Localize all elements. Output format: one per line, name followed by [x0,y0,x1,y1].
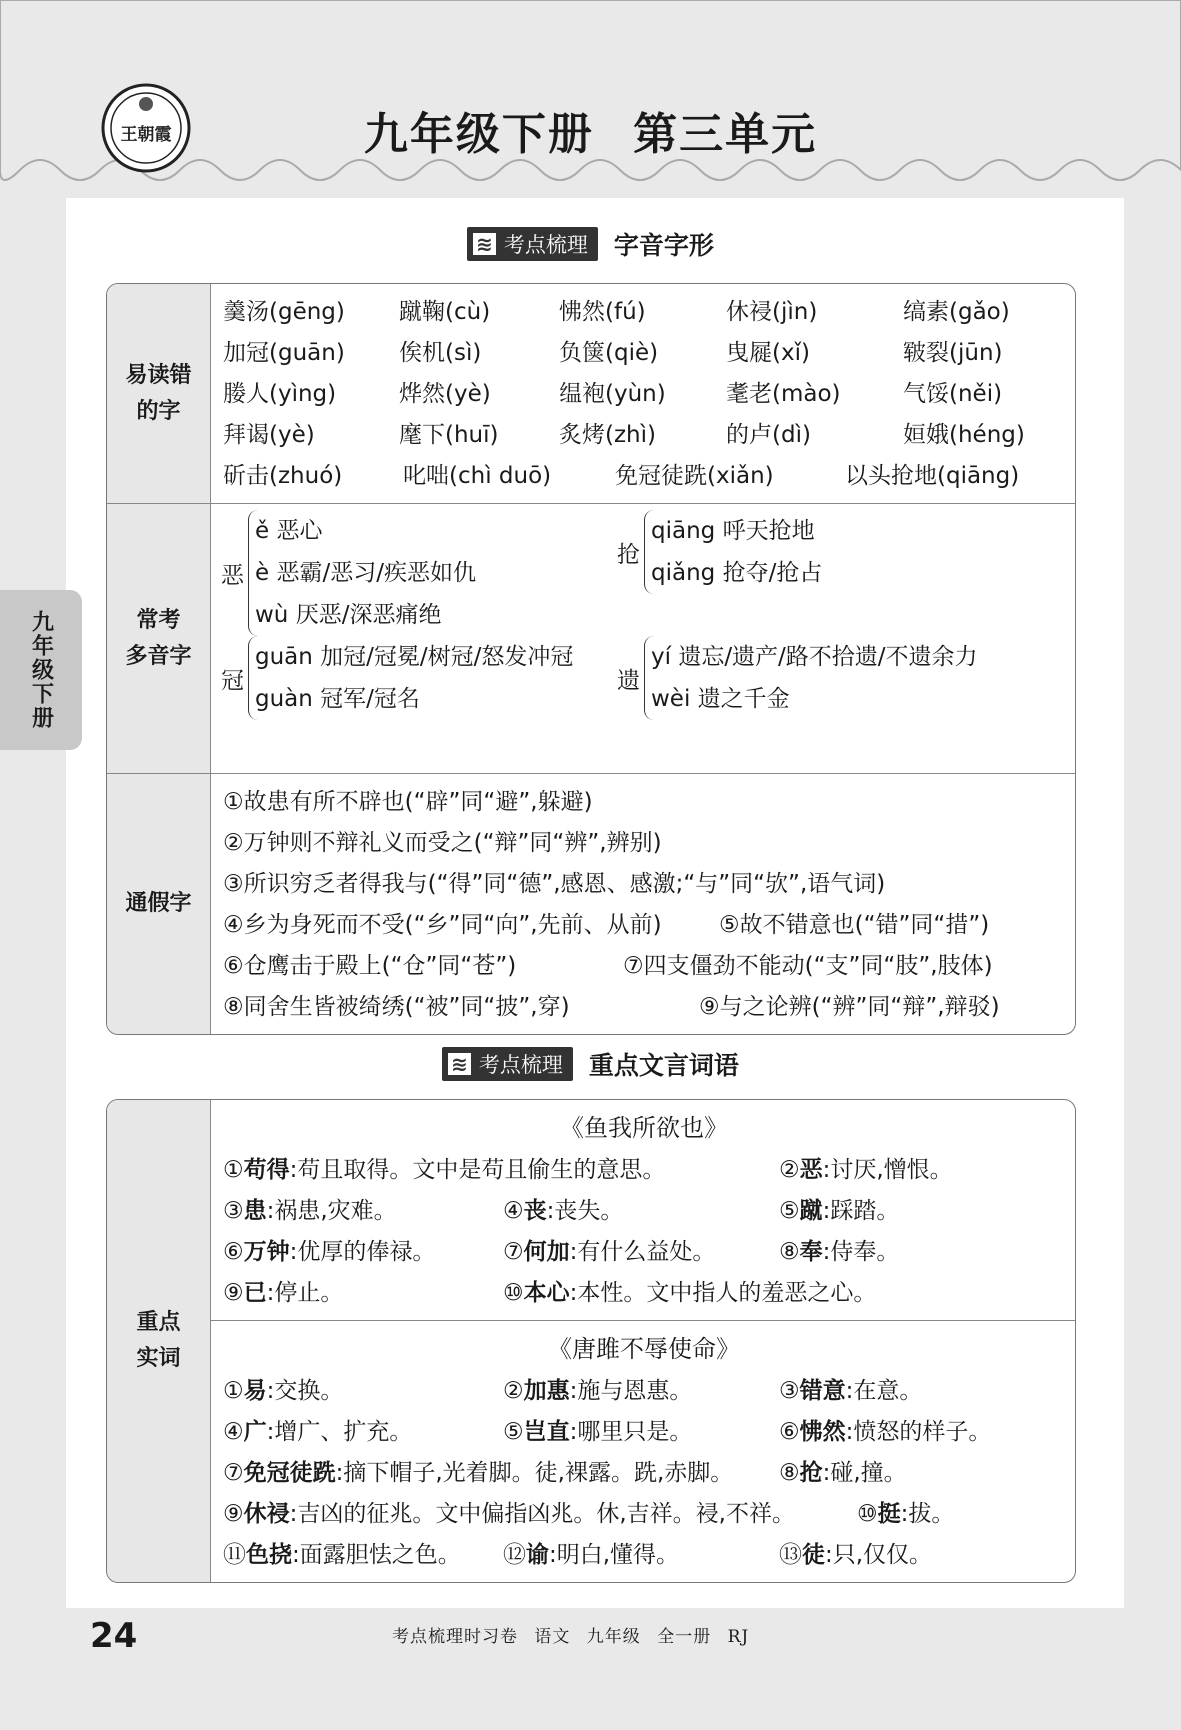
entry-definition: :祸患,灾难。 [266,1198,397,1224]
vocab-entry [857,1494,954,1535]
entry-word: 色挠 [246,1542,292,1568]
entry-number: ⑨ [223,1501,244,1527]
tongjia-item: ⑧同舍生皆被绮绣(“被”同“披”,穿) [223,994,570,1020]
reading: yí 遗忘/遗产/路不拾遗/不遗余力 [651,644,978,670]
entry-definition: :侍奉。 [822,1239,900,1265]
vocab-entry [779,1371,922,1412]
entry-definition: :苟且取得。文中是苟且偷生的意思。 [289,1157,666,1183]
vocab-entry [779,1535,932,1576]
entry-definition: :吉凶的征兆。文中偏指凶兆。休,吉祥。祲,不祥。 [289,1501,795,1527]
entry-definition: :讨厌,憎恨。 [822,1157,953,1183]
entry-definition: :在意。 [845,1378,923,1404]
tongjia-row [107,773,1075,1034]
word-item: 免冠徒跣(xiǎn) [615,463,774,489]
entry-number: ⑧ [779,1460,800,1486]
text-block [211,1320,1075,1582]
waves-icon: ≋ [448,1053,471,1075]
vocab-entry [779,1232,899,1273]
list-item [223,1535,1065,1576]
word-item: 烨然(yè) [399,381,491,407]
list-item [223,905,1065,946]
vocab-entry [503,1371,692,1412]
row-label: 易读错 的字 [107,284,211,503]
vocab-entry [779,1150,953,1191]
word-item: 缊袍(yùn) [559,381,666,407]
vocab-entry [223,1191,397,1232]
vocab-entry [223,1494,795,1535]
word-item: 曳屣(xǐ) [726,340,810,366]
page-number: 24 [90,1616,138,1656]
entry-definition: :停止。 [266,1280,344,1306]
readings [248,636,573,720]
entry-number: ⑧ [779,1239,800,1265]
entry-word: 奉 [799,1239,823,1265]
row-label: 重点 实词 [107,1100,211,1582]
word-item: 姮娥(héng) [903,422,1025,448]
entry-number: ⑬ [779,1542,802,1568]
entry-definition: :优厚的俸禄。 [289,1239,436,1265]
polyphone-char: 遗 [617,667,640,694]
entry-word: 错意 [799,1378,846,1404]
entry-word: 岂直 [523,1419,570,1445]
word-item: 加冠(guān) [223,340,345,366]
entry-word: 加惠 [523,1378,570,1404]
vocab-entry [223,1150,665,1191]
list-item [223,782,1065,823]
vocab-entry [503,1273,876,1314]
reading: wù 厌恶/深恶痛绝 [255,602,442,628]
word-item: 蹴鞠(cù) [399,299,491,325]
row-label: 通假字 [107,774,211,1034]
entry-number: ③ [223,1198,244,1224]
list-item [223,823,1065,864]
entry-word: 怫然 [799,1419,846,1445]
vocab-entry [223,1412,412,1453]
list-item [223,946,1065,987]
list-item [223,456,1065,497]
polyphone-content [211,504,1075,773]
waves-icon: ≋ [473,233,496,255]
polyphone-group [617,636,978,720]
word-item: 气馁(něi) [903,381,1003,407]
section-tag [467,227,598,261]
entry-number: ⑤ [503,1419,524,1445]
reading: wèi 遗之千金 [651,686,790,712]
tongjia-item: ③所识穷乏者得我与(“得”同“德”,感恩、感激;“与”同“欤”,语气词) [223,871,886,897]
polyphone-char: 冠 [221,667,244,694]
footer-text: 考点梳理时习卷 语文 九年级 全一册 RJ [392,1627,750,1647]
vocab-entry [223,1232,435,1273]
entry-number: ① [223,1378,244,1404]
word-item: 休祲(jìn) [726,299,818,325]
polyphone-row [107,503,1075,773]
word-item: 缟素(gǎo) [903,299,1010,325]
reading: qiāng 呼天抢地 [651,518,815,544]
entry-number: ② [503,1378,524,1404]
readings [644,636,978,720]
text-block [211,1100,1075,1320]
entry-word: 谕 [526,1542,549,1568]
vocab-entry [779,1191,899,1232]
entry-word: 广 [243,1419,267,1445]
section-heading-pronunciation [0,226,1181,262]
entry-word: 蹴 [799,1198,823,1224]
entry-word: 本心 [523,1280,570,1306]
vocab-entry [503,1412,692,1453]
tongjia-content [211,774,1075,1034]
entry-word: 易 [243,1378,267,1404]
word-item: 斫击(zhuó) [223,463,343,489]
vocab-entry [503,1535,679,1576]
word-item: 叱咄(chì duō) [403,463,552,489]
entry-number: ⑨ [223,1280,244,1306]
entry-definition: :碰,撞。 [822,1460,907,1486]
polyphone-group [617,510,822,594]
entry-word: 已 [243,1280,267,1306]
list-item [223,1412,1065,1453]
page-title: 九年级下册 第三单元 [363,109,818,160]
easy-mistake-row [107,284,1075,503]
list-item [223,1150,1065,1191]
list-item [223,1232,1065,1273]
section-tag-label: 考点梳理 [503,233,588,257]
list-item [223,374,1065,415]
entry-definition: :只,仅仅。 [825,1542,933,1568]
vocab-entry [779,1412,991,1453]
vocabulary-row [107,1100,1075,1582]
vocab-entry [779,1453,907,1494]
row-label: 常考 多音字 [107,504,211,773]
vocab-entry [223,1371,343,1412]
vocab-entry [223,1273,343,1314]
list-item [223,1273,1065,1314]
entry-number: ⑤ [779,1198,800,1224]
word-item: 媵人(yìng) [223,381,337,407]
entry-word: 丧 [523,1198,547,1224]
entry-number: ⑪ [223,1542,246,1568]
entry-definition: :明白,懂得。 [549,1542,680,1568]
section-tag-label: 考点梳理 [478,1053,563,1077]
word-item: 皲裂(jūn) [903,340,1003,366]
entry-number: ④ [223,1419,244,1445]
reading: qiǎng 抢夺/抢占 [651,560,823,586]
word-item: 怫然(fú) [559,299,646,325]
entry-number: ⑦ [223,1460,244,1486]
entry-word: 免冠徒跣 [243,1460,336,1486]
vocabulary-content [211,1100,1075,1582]
entry-number: ⑩ [503,1280,524,1306]
entry-word: 恶 [799,1157,823,1183]
word-item: 俟机(sì) [399,340,482,366]
entry-number: ① [223,1157,244,1183]
word-item: 羹汤(gēng) [223,299,345,325]
entry-definition: :交换。 [266,1378,344,1404]
list-item [223,1191,1065,1232]
word-item: 负箧(qiè) [559,340,659,366]
entry-number: ③ [779,1378,800,1404]
vocabulary-table [106,1099,1076,1583]
polyphone-char: 抢 [617,541,640,568]
entry-definition: :面露胆怯之色。 [292,1542,461,1568]
text-title: 《鱼我所欲也》 [560,1114,728,1142]
entry-number: ⑦ [503,1239,524,1265]
entry-number: ④ [503,1198,524,1224]
word-item: 耄老(mào) [726,381,841,407]
entry-word: 挺 [877,1501,901,1527]
section-tag [442,1047,573,1081]
entry-definition: :摘下帽子,光着脚。徒,裸露。跣,赤脚。 [335,1460,734,1486]
list-item [223,292,1065,333]
tongjia-item: ⑤故不错意也(“错”同“措”) [719,912,990,938]
vocab-entry [223,1535,461,1576]
entry-number: ⑥ [779,1419,800,1445]
word-item: 炙烤(zhì) [559,422,656,448]
entry-definition: :增广、扩充。 [266,1419,413,1445]
tongjia-item: ⑦四支僵劲不能动(“支”同“肢”,肢体) [623,953,993,979]
tongjia-item: ⑥仓鹰击于殿上(“仓”同“苍”) [223,953,517,979]
word-item: 拜谒(yè) [223,422,315,448]
word-item: 的卢(dì) [726,422,811,448]
tongjia-item: ④乡为身死而不受(“乡”同“向”,先前、从前) [223,912,662,938]
easy-mistake-content [211,284,1075,503]
vocab-entry [223,1453,733,1494]
polyphone-char: 恶 [221,562,244,589]
list-item [223,1453,1065,1494]
entry-definition: :哪里只是。 [569,1419,693,1445]
vocab-entry [503,1191,623,1232]
list-item [223,1371,1065,1412]
svg-text:王朝霞: 王朝霞 [120,125,172,145]
reading: ě 恶心 [255,518,323,544]
reading: guān 加冠/冠冕/树冠/怒发冲冠 [255,644,574,670]
entry-word: 徒 [802,1542,825,1568]
list-item [223,415,1065,456]
side-tab [0,590,82,750]
entry-word: 患 [243,1198,267,1224]
entry-word: 苟得 [243,1157,290,1183]
list-item [223,864,1065,905]
section-title: 字音字形 [613,231,714,260]
entry-number: ② [779,1157,800,1183]
entry-word: 抢 [799,1460,823,1486]
list-item [223,987,1065,1028]
pronunciation-table [106,283,1076,1035]
polyphone-group [221,510,476,636]
entry-definition: :施与恩惠。 [569,1378,693,1404]
entry-word: 何加 [523,1239,570,1265]
polyphone-group [221,636,573,720]
section-heading-vocabulary [0,1046,1181,1082]
list-item [223,1494,1065,1535]
tongjia-item: ⑨与之论辨(“辨”同“辩”,辩驳) [699,994,1000,1020]
vocab-entry [503,1232,715,1273]
entry-word: 万钟 [243,1239,290,1265]
readings [248,510,476,636]
readings [644,510,822,594]
entry-number: ⑥ [223,1239,244,1265]
word-item: 麾下(huī) [399,422,499,448]
entry-definition: :踩踏。 [822,1198,900,1224]
entry-definition: :本性。文中指人的羞恶之心。 [569,1280,877,1306]
tongjia-item: ①故患有所不辟也(“辟”同“避”,躲避) [223,789,593,815]
reading: guàn 冠军/冠名 [255,686,420,712]
entry-word: 休祲 [243,1501,290,1527]
entry-definition: :丧失。 [546,1198,624,1224]
entry-definition: :愤怒的样子。 [845,1419,992,1445]
entry-number: ⑫ [503,1542,526,1568]
section-title: 重点文言词语 [588,1051,739,1080]
word-item: 以头抢地(qiāng) [845,463,1020,489]
text-title: 《唐雎不辱使命》 [548,1335,740,1363]
side-tab-label: 九年级下册 [28,610,54,730]
tongjia-item: ②万钟则不辩礼义而受之(“辩”同“辨”,辨别) [223,830,662,856]
entry-definition: :拔。 [900,1501,955,1527]
entry-number: ⑩ [857,1501,878,1527]
entry-definition: :有什么益处。 [569,1239,716,1265]
list-item [223,333,1065,374]
reading: è 恶霸/恶习/疾恶如仇 [255,560,476,586]
